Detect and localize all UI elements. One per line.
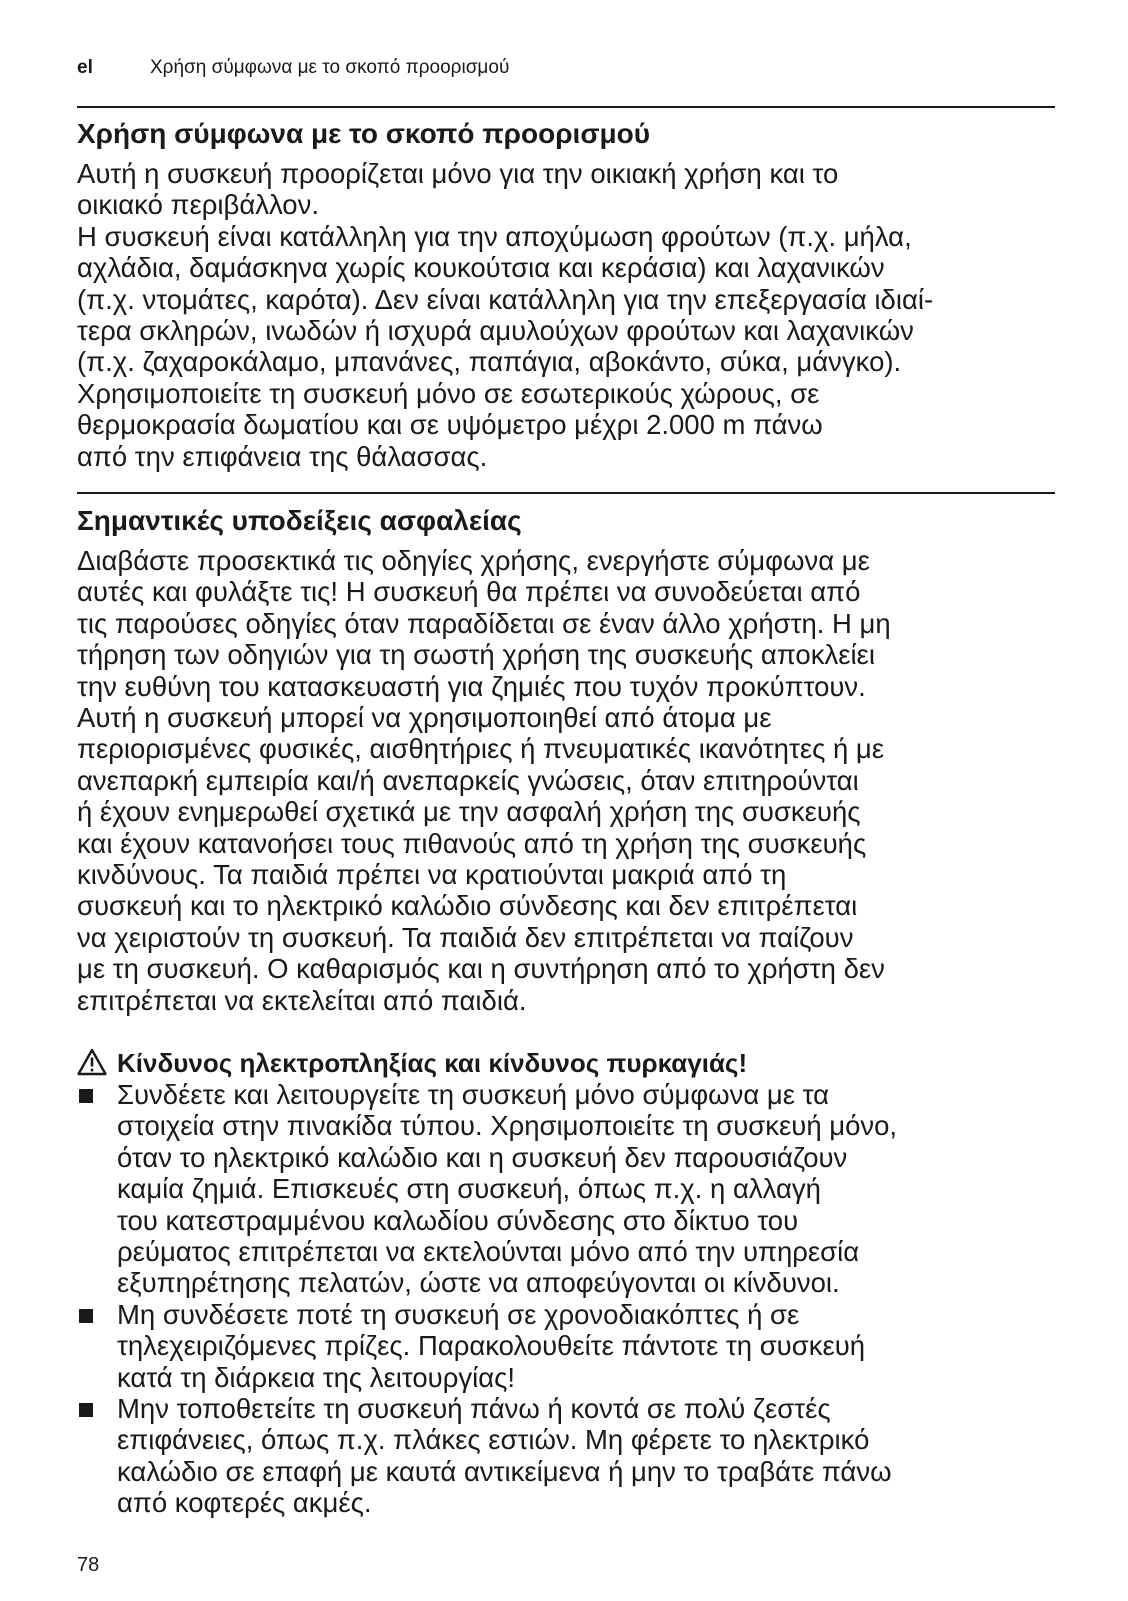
warning-text: Κίνδυνος ηλεκτροπληξίας και κίνδυνος πυρκαγιάς! xyxy=(117,1048,748,1078)
text-line: Η συσκευή είναι κατάλληλη για την αποχύμωση φρούτων (π.χ. μήλα, xyxy=(77,220,912,252)
text-line: καμία ζημιά. Επισκευές στη συσκευή, όπως π.χ. η αλλαγή xyxy=(117,1173,821,1205)
text-line: κινδύνους. Τα παιδιά πρέπει να κρατιούνται μακριά από τη xyxy=(77,859,787,891)
text-line: την ευθύνη του κατασκευαστή για ζημιές που τυχόν προκύπτουν. xyxy=(77,670,866,702)
text-line: με τη συσκευή. Ο καθαρισμός και η συντήρηση από το χρήστη δεν xyxy=(77,953,885,985)
bullet-square-icon xyxy=(79,1309,93,1323)
list-item xyxy=(77,1299,1057,1393)
text-line: επιφάνειες, όπως π.χ. πλάκες εστιών. Μη φέρετε το ηλεκτρικό xyxy=(117,1424,870,1456)
section-divider xyxy=(77,106,1055,108)
warning-heading xyxy=(77,1047,747,1079)
text-line: αχλάδια, δαμάσκηνα χωρίς κουκούτσια και κεράσια) και λαχανικών xyxy=(77,252,885,284)
running-header xyxy=(77,56,509,80)
text-line: Αυτή η συσκευή προορίζεται μόνο για την οικιακή χρήση και το xyxy=(77,158,839,189)
text-line: περιορισμένες φυσικές, αισθητήριες ή πνευματικές ικανότητες ή με xyxy=(77,733,885,765)
text-line: από κοφτερές ακμές. xyxy=(117,1487,372,1519)
text-line: τερα σκληρών, ινωδών ή ισχυρά αμυλούχων φρούτων και λαχανικών xyxy=(77,315,914,347)
text-line: Μη συνδέσετε ποτέ τη συσκευή σε χρονοδιακόπτες ή σε xyxy=(117,1299,800,1330)
text-line: ανεπαρκή εμπειρία και/ή ανεπαρκείς γνώσεις, όταν επιτηρούνται xyxy=(77,764,859,796)
text-line: Διαβάστε προσεκτικά τις οδηγίες χρήσης, ενεργήστε σύμφωνα με xyxy=(77,545,870,576)
bullet-square-icon xyxy=(79,1089,93,1103)
text-line: κατά τη διάρκεια της λειτουργίας! xyxy=(117,1361,516,1393)
text-line: ρεύματος επιτρέπεται να εκτελούνται μόνο από την υπηρεσία xyxy=(117,1236,860,1268)
text-line: αυτές και φυλάξτε τις! Η συσκευή θα πρέπει να συνοδεύεται από xyxy=(77,576,861,608)
text-line: στοιχεία στην πινακίδα τύπου. Χρησιμοποιείτε τη συσκευή μόνο, xyxy=(117,1110,898,1142)
section-divider xyxy=(77,492,1055,494)
page-number: 78 xyxy=(77,1554,100,1576)
section-heading-intended-use: Χρήση σύμφωνα με το σκοπό προορισμού xyxy=(77,118,651,149)
section-heading-safety: Σημαντικές υποδείξεις ασφαλείας xyxy=(77,505,522,536)
text-line: από την επιφάνεια της θάλασσας. xyxy=(77,440,488,472)
text-line: τηλεχειριζόμενες πρίζες. Παρακολουθείτε πάντοτε τη συσκευή xyxy=(117,1330,866,1362)
text-line: συσκευή και το ηλεκτρικό καλώδιο σύνδεσης και δεν επιτρέπεται xyxy=(77,890,858,922)
warning-triangle-icon xyxy=(77,1048,107,1076)
list-item xyxy=(77,1079,1057,1299)
text-line: Χρησιμοποιείτε τη συσκευή μόνο σε εσωτερικούς χώρους, σε xyxy=(77,377,820,409)
text-line: εξυπηρέτησης πελατών, ώστε να αποφεύγονται οι κίνδυνοι. xyxy=(117,1267,840,1299)
text-line: οικιακό περιβάλλον. xyxy=(77,189,319,221)
header-title: Χρήση σύμφωνα με το σκοπό προορισμού xyxy=(150,57,510,78)
safety-paragraph xyxy=(77,545,1057,1016)
text-line: όταν το ηλεκτρικό καλώδιο και η συσκευή δεν παρουσιάζουν xyxy=(117,1141,848,1173)
list-item xyxy=(77,1393,1057,1519)
text-line: καλώδιο σε επαφή με καυτά αντικείμενα ή μην το τραβάτε πάνω xyxy=(117,1455,892,1487)
text-line: Αυτή η συσκευή μπορεί να χρησιμοποιηθεί από άτομα με xyxy=(77,702,772,734)
intended-use-paragraph xyxy=(77,158,1057,472)
text-line: τις παρούσες οδηγίες όταν παραδίδεται σε έναν άλλο χρήστη. Η μη xyxy=(77,607,891,639)
text-line: Συνδέετε και λειτουργείτε τη συσκευή μόνο σύμφωνα με τα xyxy=(117,1079,830,1110)
text-line: του κατεστραμμένου καλωδίου σύνδεσης στο δίκτυο του xyxy=(117,1204,799,1236)
text-line: Μην τοποθετείτε τη συσκευή πάνω ή κοντά σε πολύ ζεστές xyxy=(117,1393,831,1424)
text-line: (π.χ. ζαχαροκάλαμο, μπανάνες, παπάγια, αβοκάντο, σύκα, μάνγκο). xyxy=(77,346,902,378)
language-code: el xyxy=(77,57,93,78)
text-line: επιτρέπεται να εκτελείται από παιδιά. xyxy=(77,984,527,1016)
text-line: να χειριστούν τη συσκευή. Τα παιδιά δεν επιτρέπεται να παίζουν xyxy=(77,921,854,953)
bullet-square-icon xyxy=(79,1403,93,1417)
text-line: τήρηση των οδηγιών για τη σωστή χρήση της συσκευής αποκλείει xyxy=(77,639,875,671)
text-line: και έχουν κατανοήσει τους πιθανούς από τη χρήση της συσκευής xyxy=(77,827,867,859)
text-line: (π.χ. ντομάτες, καρότα). Δεν είναι κατάλληλη για την επεξεργασία ιδιαί- xyxy=(77,283,934,315)
text-line: θερμοκρασία δωματίου και σε υψόμετρο μέχρι 2.000 m πάνω xyxy=(77,409,823,441)
text-line: ή έχουν ενημερωθεί σχετικά με την ασφαλή χρήση της συσκευής xyxy=(77,796,861,828)
